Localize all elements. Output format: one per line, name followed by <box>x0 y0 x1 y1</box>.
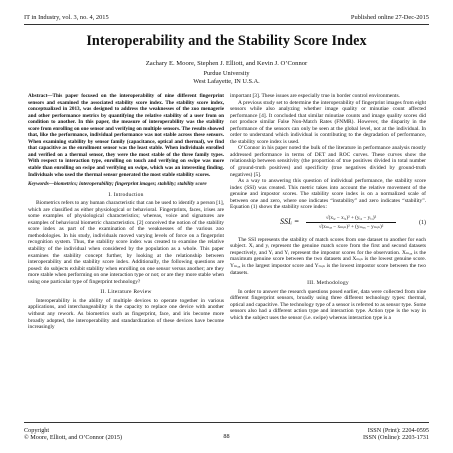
right-column <box>230 93 426 321</box>
section-heading-introduction: I. Introduction <box>108 191 144 198</box>
footer-rule <box>24 422 429 423</box>
ssi-intro-paragraph: As a way to answering this question of individual performance, the stability score index (SSI) was created. This metric takes into account the relative movement of the genuine and impostor scores. The stability score index is on a normalized scale of between one and zero, where one indicates “instability” and zero indicates “stability”. Equation (1) shows the stability score index: <box>230 178 426 211</box>
issn-block <box>363 427 429 442</box>
methodology-paragraph: In order to answer the research questions posed earlier, data were collected from nine different fingerprint sensors, broadly using three different technology types: thermal, optical and capacitive. The technology type of a sensor is referred to as sensor type. Some sensors also had a different action type and interaction type. Action type is the way in which the subject uses the sensor (i.e. swipe) whereas interaction type is a <box>230 288 426 321</box>
paper-title: Interoperability and the Stability Score Index <box>86 33 367 49</box>
issn-print: ISSN (Print): 2204-0595 <box>367 427 429 434</box>
ssi-explanation-paragraph: The SSI represents the stability of match scores from one dataset to another for each subject. Xᵢ and yᵢ represent the genuine match score from the first and second datasets respectively, and Yᵢ and Yᵢ represent the impostor scores for the observation. Xₘₐₓ is the maximum genuine score between the two datasets and Xₘᵢₙ is the lowest genuine score. Yₘₐₓ is the largest impostor score and Yₘᵢₙ is the lowest impostor score between the two datasets. <box>230 236 426 276</box>
publication-date: Published online 27-Dec-2015 <box>350 14 429 21</box>
section-heading-methodology: III. Methodology <box>307 280 349 287</box>
copyright-label: Copyright <box>24 427 50 434</box>
prior-study-paragraph: A previous study set to determine the interoperability of fingerprint images from eight sensors while also analyzing whether image quality or minutiae count affected performance [4]. It concluded that similar minutiae counts and image quality scores did not produce similar False Non-Match Rates (FNMR). However, the disparity in the performance of the sensors can only be seen at the global level, not at the individual. In order to understand which individual is contributing to the degradation of performance, the stability score index is used. <box>230 99 426 145</box>
left-column <box>28 93 224 331</box>
section-heading-literature-review: II. Literature Review <box>100 289 152 296</box>
literature-paragraph: Interoperability is the ability of multiple devices to operate together in various applications, and interchangeability is the capacity to replace one device with another without any rework. As biometrics such as fingerprint, face, and iris become more broadly adopted, the interoperability and standardization of these devices have become increasingly <box>28 297 224 331</box>
running-header <box>24 14 429 24</box>
equation-number: (1) <box>419 219 426 226</box>
oconnor-paragraph: O’Connor in his paper noted the bulk of the literature in performance analysis mostly addressed performance in terms of DET and ROC curves. These curves show the relationship between sensitivity (the proportion of true positives divided in total number of ground-truth positives) and specificity (true negatives divided by ground-truth negatives) [5]. <box>230 145 426 178</box>
equation-numerator: √(xᵢ₂ − xᵢ₁)² + (yᵢ₂ − yᵢ₁)² <box>306 215 396 224</box>
keywords: Keywords—biometrics; interoperability; fingerprint images; stability; stability score <box>28 181 207 188</box>
affiliation-university: Purdue University <box>203 70 250 77</box>
intro-paragraph: Biometrics refers to any human characteristic that can be used to identify a person [1], which are classified as either physiological or behavioral. Fingerprints, faces, irises are some examples of physiological characteristics; whereas, voice and signatures are examples of behavioral biometric characteristics. [2] conceived the notion of the stability score index as part of the examination of the weaknesses of the various zoo methodologies. In his study, individuals moved varying levels of force on a fingerprint recognition system. Thus, the stability score index was created to examine the relative stability of the individual when considered by the population as a whole. This paper examines the stability concept further, by looking at the relationship between interoperability and the stability score index. Additionally, the following questions are posed: do subjects exhibit stability when enrolling on one sensor versus another; are they more stable when performing on one interaction type or not; or are they more stable when using one particular type of fingerprint technology? <box>28 200 224 285</box>
copyright-holders: © Moore, Elliott, and O’Connor (2015) <box>24 434 123 442</box>
affiliation <box>0 70 453 85</box>
author-list: Zachary E. Moore, Stephen J. Elliott, and Kevin J. O’Connor <box>145 60 308 67</box>
equation-denominator: √(xₘₐₓ − xₘᵢₙ)² + (yₘₐₓ − yₘᵢₙ)² <box>318 224 384 231</box>
affiliation-location: West Lafayette, IN U.S.A. <box>193 77 260 85</box>
equation-fraction <box>306 215 396 231</box>
journal-info: IT in Industry, vol. 3, no. 4, 2015 <box>24 14 109 21</box>
continued-paragraph: important [3]. These issues are especially true in border control environments. <box>230 93 400 99</box>
equation-lhs: SSIᵢ = <box>280 216 300 226</box>
equation-ssi <box>230 215 426 233</box>
issn-online: ISSN (Online): 2203-1731 <box>363 434 429 442</box>
header-rule <box>24 24 429 25</box>
page-number: 88 <box>223 433 230 440</box>
abstract: Abstract—This paper focused on the interoperability of nine different fingerprint sensors and examined the associated stability score index. The stability score index, conceptualized in 2013, was designed to address the weaknesses of the zoo menagerie and other performance metrics by quantifying the relative stability of a user from on condition to another. In this paper, the measure of interoperability was the stability score from enrolling on one sensor and verifying on multiple sensors. The results showed that, like the performance, individual performance was not stable across these sensors. When examining stability by sensor family (capacitance, optical and thermal), we find that capacitive as the enrollment sensor was the least stable. When individuals enrolled and verified on a thermal sensor, they were the most stable of the three family types. With respect to interaction type, enrolling on touch and verifying on swipe was more stable than enrolling on swipe and verifying on swipe, which was an interesting finding. Individuals who used the thermal sensor generated the most stable stability scores. <box>28 93 224 178</box>
